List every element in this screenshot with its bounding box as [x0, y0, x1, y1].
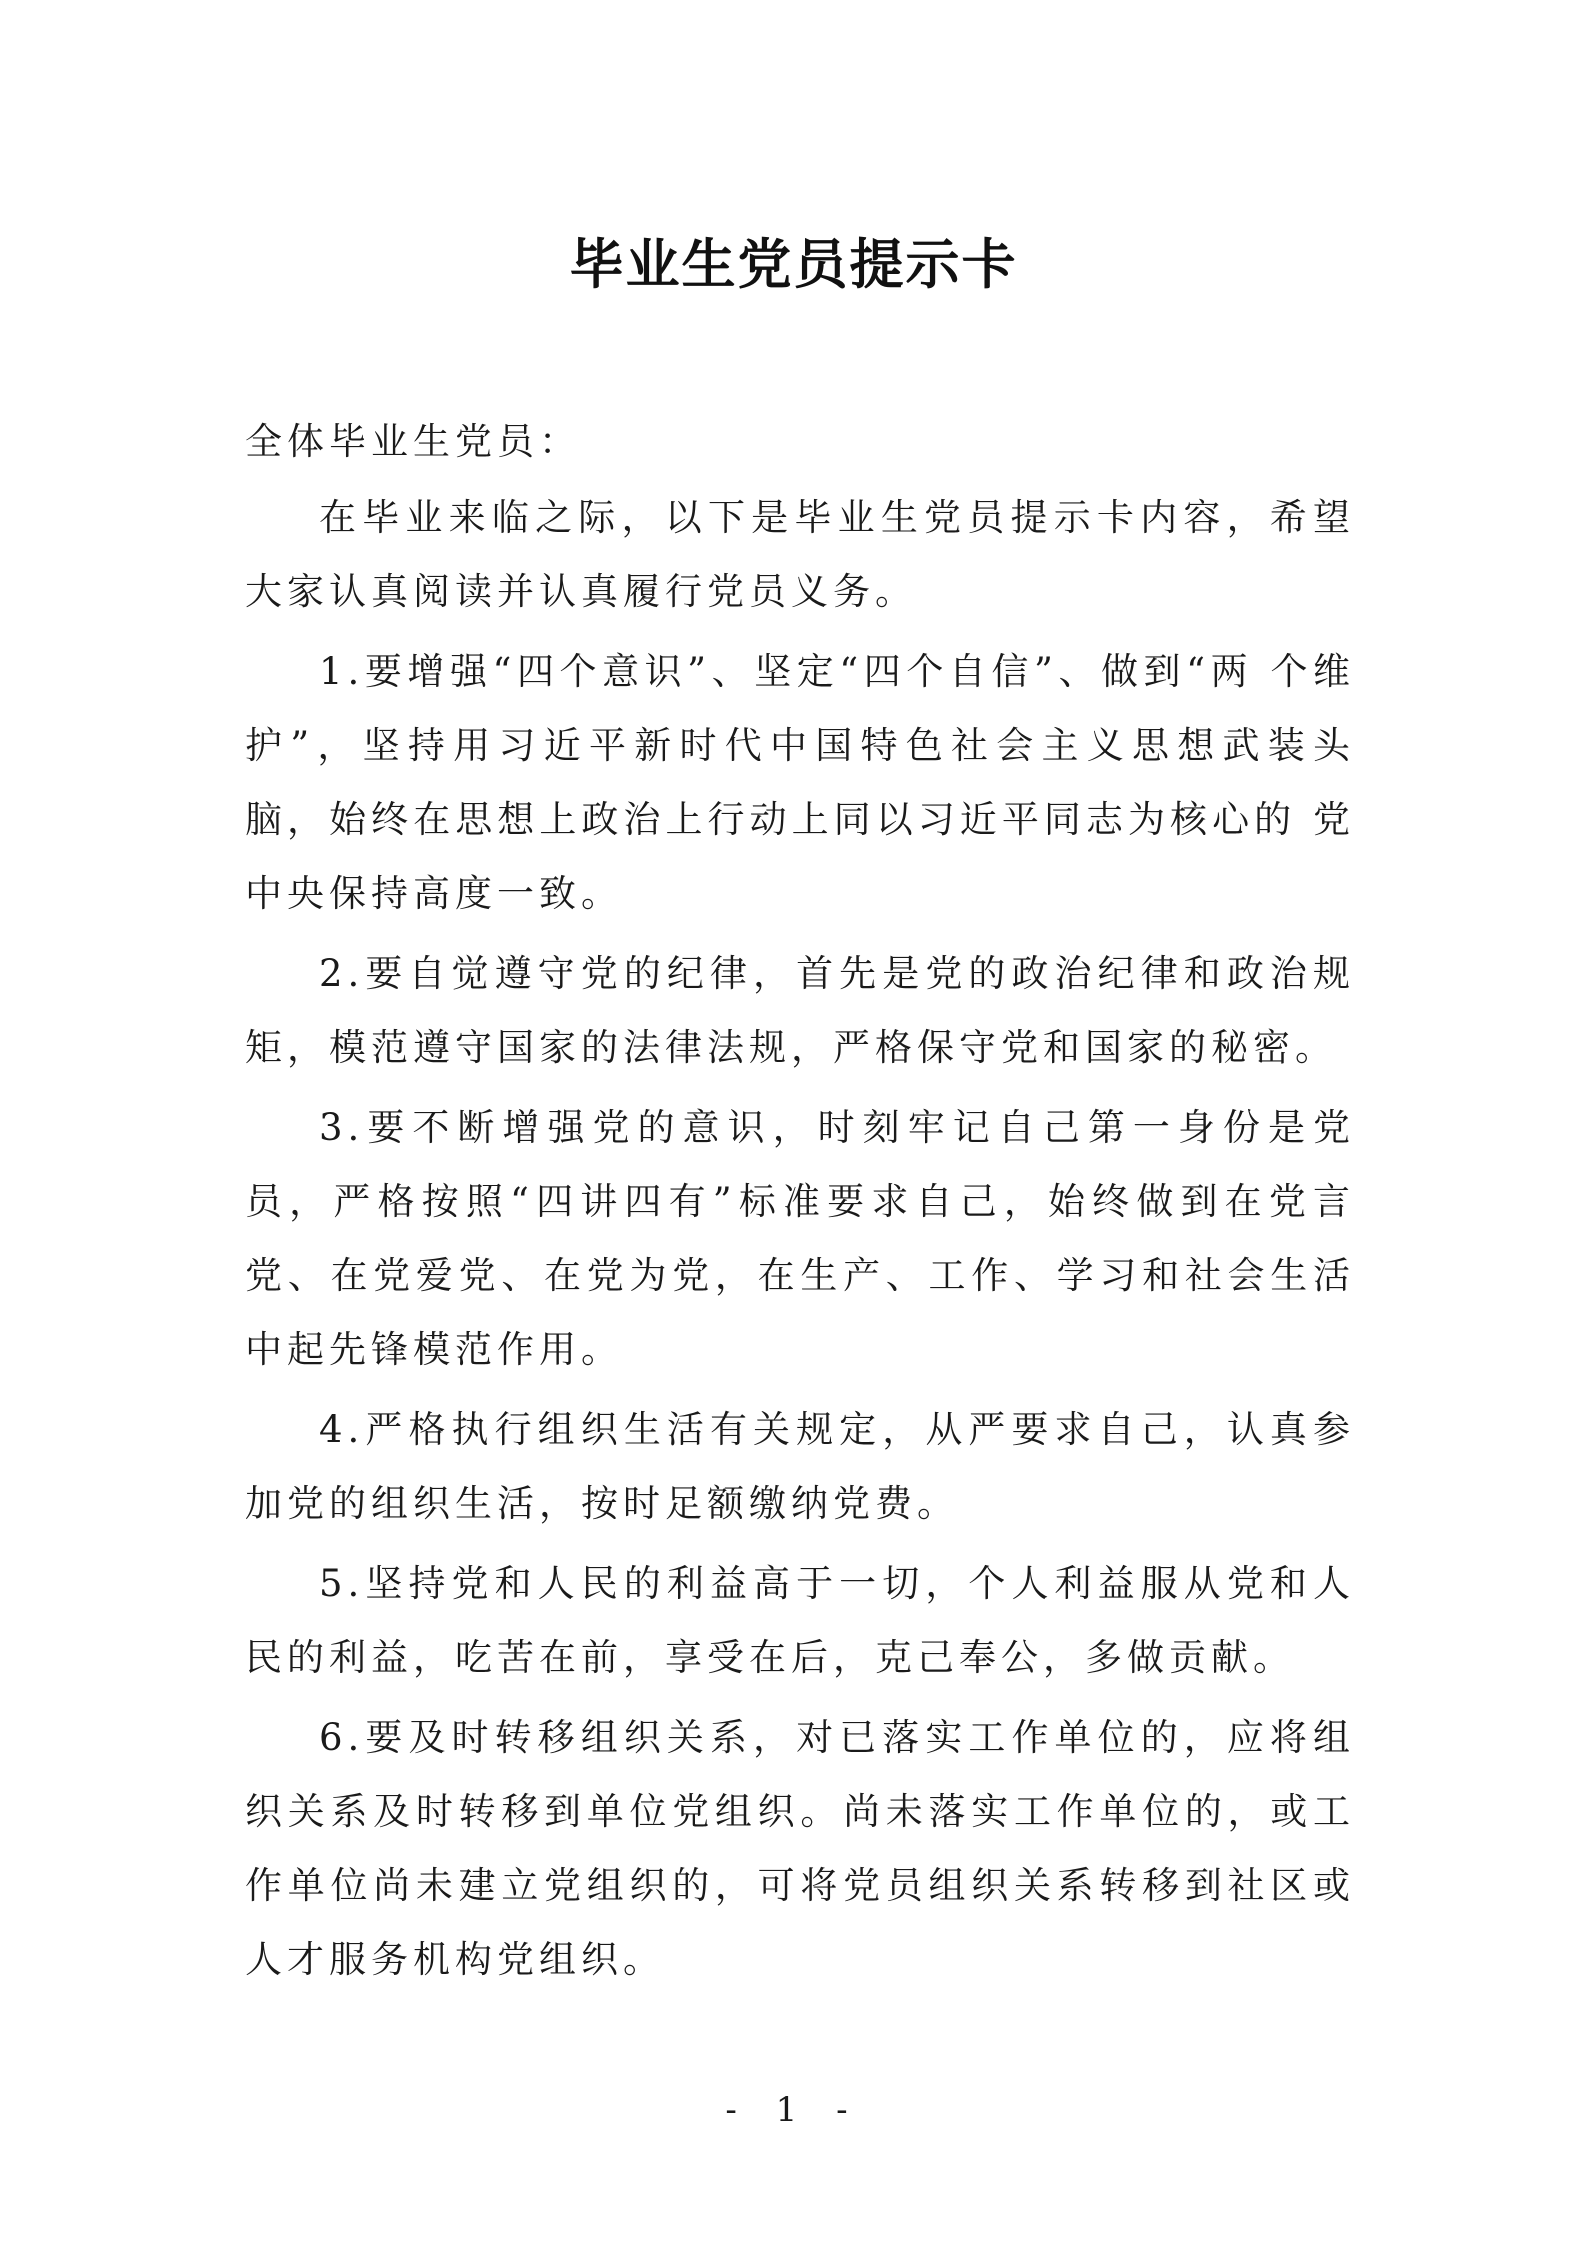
item-3-paragraph: 3.要不断增强党的意识，时刻牢记自己第一身份是党员，严格按照“四讲四有”标准要求自己，始终做到在党言党、在党爱党、在党为党，在生产、工作、学习和社会生活中起先锋模范作用。 [245, 1106, 1355, 1371]
item-4-paragraph: 4.严格执行组织生活有关规定，从严要求自己，认真参 加党的组织生活，按时足额缴纳党费。 [245, 1408, 1355, 1525]
item-2-paragraph: 2.要自觉遵守党的纪律，首先是党的政治纪律和政治规 矩，模范遵守国家的法律法规，严格保守党和国家的秘密。 [245, 952, 1355, 1069]
item-6-paragraph: 6.要及时转移组织关系，对已落实工作单位的，应将组 织关系及时转移到单位党组织。尚未落实工作单位的，或工 作单位尚未建立党组织的，可将党员组织关系转移到社区或 人才服务机构党组织。 [245, 1716, 1355, 1981]
item-5-paragraph: 5.坚持党和人民的利益高于一切，个人利益服从党和人 民的利益，吃苦在前，享受在后，克己奉公，多做贡献。 [245, 1562, 1355, 1679]
document-body [245, 405, 1355, 2003]
intro-paragraph: 在毕业来临之际，以下是毕业生党员提示卡内容，希望 大家认真阅读并认真履行党员义务。 [245, 496, 1355, 613]
document-title: 毕业生党员提示卡 [569, 233, 1018, 296]
salutation: 全体毕业生党员： [245, 420, 581, 463]
item-1-paragraph: 1.要增强“四个意识”、坚定“四个自信”、做到“两 个维护”，坚持用习近平新时代中国特色社会主义思想武装头脑，始终在思想上政治上行动上同以习近平同志为核心的 党中央保持高度一致。 [245, 650, 1355, 915]
page-number: - 1 - [725, 2090, 862, 2130]
